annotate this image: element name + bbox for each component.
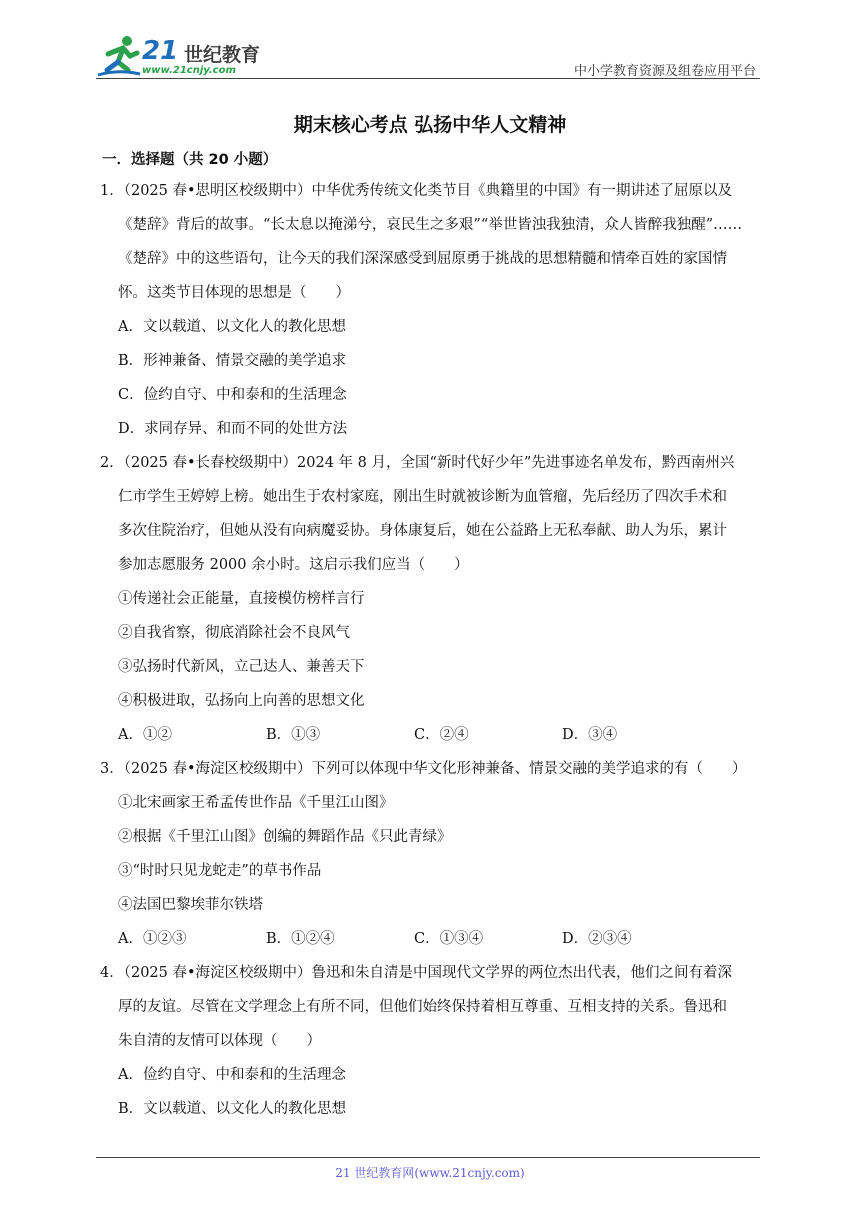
answer-choices xyxy=(100,922,760,956)
question-line: 多次住院治疗，但她从没有向病魔妥协。身体康复后，她在公益路上无私奉献、助人为乐，累计 xyxy=(118,523,727,539)
question-line: 3．（2025 春•海淀区校级期中）下列可以体现中华文化形神兼备、情景交融的美学追求的有（ ） xyxy=(100,761,747,777)
answer-choice: D．②③④ xyxy=(562,931,632,947)
question-3 xyxy=(100,752,760,956)
statement-item: ③弘扬时代新风，立己达人、兼善天下 xyxy=(118,659,365,675)
question-line: 《楚辞》背后的故事。“长太息以掩涕兮，哀民生之多艰”“举世皆浊我独清，众人皆醉我独醒”…… xyxy=(118,217,743,233)
answer-choice: A．①② xyxy=(118,727,172,743)
answer-choice: B．①②④ xyxy=(266,931,335,947)
answer-choice: C．①③④ xyxy=(414,931,484,947)
answer-choice: B．①③ xyxy=(266,727,321,743)
question-line: 《楚辞》中的这些语句，让今天的我们深深感受到屈原勇于挑战的思想精髓和情牵百姓的家国情 xyxy=(118,251,727,267)
answer-option: B．文以载道、以文化人的教化思想 xyxy=(118,1101,347,1117)
platform-name: 中小学教育资源及组卷应用平台 xyxy=(573,64,756,79)
header-divider xyxy=(96,78,760,79)
question-line: 1．（2025 春•思明区校级期中）中华优秀传统文化类节目《典籍里的中国》有一期讲述了屈原以及 xyxy=(100,183,733,199)
statement-item: ①传递社会正能量，直接模仿榜样言行 xyxy=(118,591,365,607)
footer-divider xyxy=(96,1157,760,1158)
footer-link[interactable]: 21 世纪教育网(www.21cnjy.com) xyxy=(335,1166,525,1180)
page-header xyxy=(96,34,760,80)
runner-logo-icon xyxy=(96,34,142,78)
answer-option: A．文以载道、以文化人的教化思想 xyxy=(118,319,346,335)
question-line: 仁市学生王婷婷上榜。她出生于农村家庭，刚出生时就被诊断为血管瘤，先后经历了四次手术和 xyxy=(118,489,727,505)
question-4 xyxy=(100,956,760,1126)
document-title: 期末核心考点 弘扬中华人文精神 xyxy=(293,114,567,136)
statement-item: ①北宋画家王希孟传世作品《千里江山图》 xyxy=(118,795,394,811)
answer-choice: A．①②③ xyxy=(118,931,187,947)
answer-option: A．俭约自守、中和泰和的生活理念 xyxy=(118,1067,346,1083)
document-body xyxy=(100,146,760,1126)
answer-option: C．俭约自守、中和泰和的生活理念 xyxy=(118,387,347,403)
question-line: 参加志愿服务 2000 余小时。这启示我们应当（ ） xyxy=(118,557,469,573)
answer-option: B．形神兼备、情景交融的美学追求 xyxy=(118,353,347,369)
statement-item: ④积极进取，弘扬向上向善的思想文化 xyxy=(118,693,365,709)
question-line: 2．（2025 春•长春校级期中）2024 年 8 月，全国“新时代好少年”先进事迹名单发布，黔西南州兴 xyxy=(100,455,735,471)
site-logo xyxy=(96,34,266,78)
question-1 xyxy=(100,174,760,446)
question-line: 4．（2025 春•海淀区校级期中）鲁迅和朱自清是中国现代文学界的两位杰出代表，他们之间有着深 xyxy=(100,965,733,981)
logo-number: 21 xyxy=(142,36,179,66)
answer-choice: C．②④ xyxy=(414,727,469,743)
section-heading: 一．选择题（共 20 小题） xyxy=(102,152,278,168)
statement-item: ②自我省察，彻底消除社会不良风气 xyxy=(118,625,350,641)
question-2 xyxy=(100,446,760,752)
answer-choices xyxy=(100,718,760,752)
statement-item: ③“时时只见龙蛇走”的草书作品 xyxy=(118,863,322,879)
question-line: 厚的友谊。尽管在文学理念上有所不同，但他们始终保持着相互尊重、互相支持的关系。鲁迅和 xyxy=(118,999,727,1015)
question-line: 朱自清的友情可以体现（ ） xyxy=(118,1033,321,1049)
question-line: 怀。这类节目体现的思想是（ ） xyxy=(118,285,350,301)
logo-url: www.21cnjy.com xyxy=(142,65,236,76)
answer-option: D．求同存异、和而不同的处世方法 xyxy=(118,421,348,437)
logo-name: 世纪教育 xyxy=(184,44,261,66)
statement-item: ④法国巴黎埃菲尔铁塔 xyxy=(118,897,263,913)
answer-choice: D．③④ xyxy=(562,727,618,743)
statement-item: ②根据《千里江山图》创编的舞蹈作品《只此青绿》 xyxy=(118,829,452,845)
